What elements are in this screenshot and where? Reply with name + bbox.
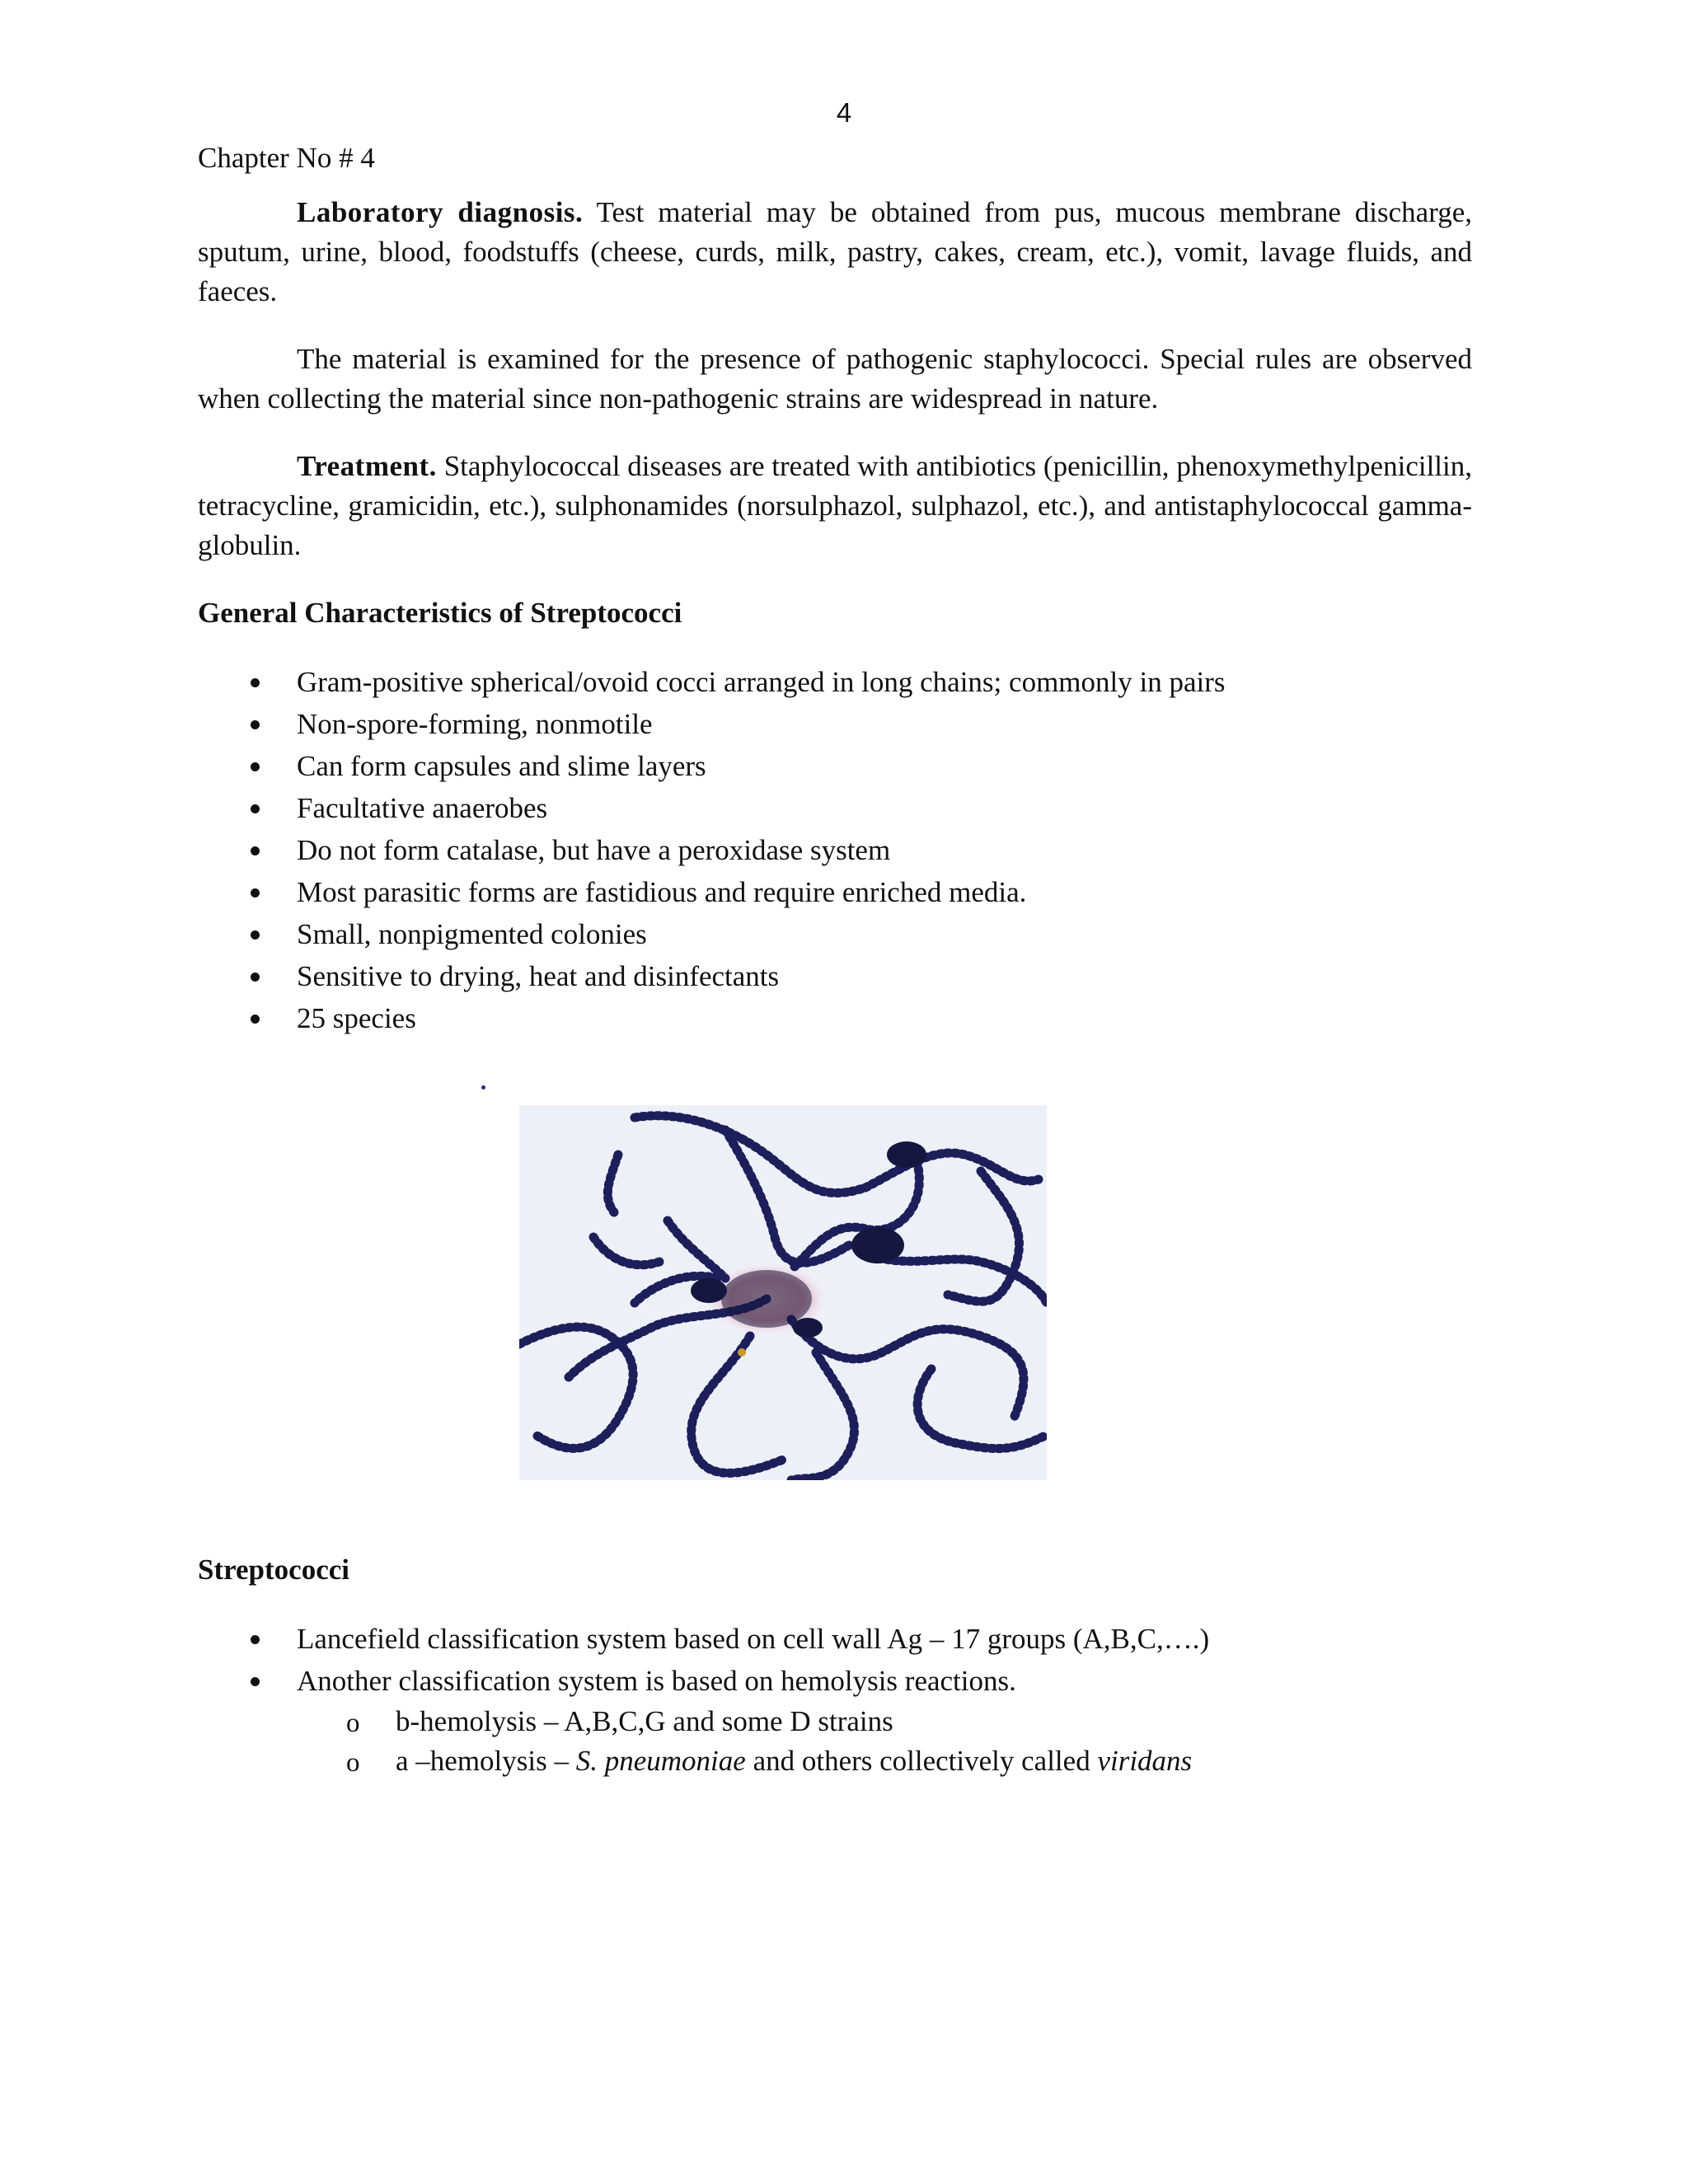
bullet-icon [251, 1635, 260, 1644]
micrograph-drawing [519, 1105, 1047, 1480]
sub-bullet-icon: o [346, 1708, 360, 1738]
lab-diagnosis-text: Test material may be obtained from pus, mucous membrane discharge, sputum, urine, blood, foodstuffs (cheese, curds, milk, pastry, cakes, cream, etc.), vomit, lavage fluids, and faeces. [198, 196, 1472, 307]
bullet-icon [251, 846, 260, 855]
page-number: 4 [836, 97, 852, 128]
streptococci-micrograph [519, 1105, 1047, 1480]
bullet-icon [251, 1015, 260, 1024]
treatment-label: Treatment. [297, 450, 437, 482]
material-paragraph: The material is examined for the presence of pathogenic staphylococci. Special rules are observed when collecting the material since non-pathogenic strains are widespread in nature. [198, 343, 1472, 415]
list-item: Most parasitic forms are fastidious and require enriched media. [198, 871, 1472, 913]
treatment-paragraph [198, 447, 1472, 565]
treatment-text: Staphylococcal diseases are treated with antibiotics (penicillin, phenoxymethylpenicillin, tetracycline, gramicidin, etc.), sulphonamides (norsulphazol, sulphazol, etc.), and antistaphylococcal gamma-globulin. [198, 450, 1472, 561]
group-name: viridans [1097, 1745, 1193, 1777]
stray-mark [481, 1085, 485, 1090]
streptococci-heading: Streptococci [198, 1554, 350, 1586]
bullet-icon [251, 930, 260, 940]
list-item: Lancefield classification system based on cell wall Ag – 17 groups (A,B,C,….) [198, 1618, 1472, 1660]
list-item: Small, nonpigmented colonies [198, 913, 1472, 955]
bullet-icon [251, 804, 260, 813]
sub-bullet-icon: o [346, 1748, 360, 1778]
streptococci-list [198, 1618, 1472, 1702]
list-item: Sensitive to drying, heat and disinfectants [198, 955, 1472, 997]
list-item: Do not form catalase, but have a peroxidase system [198, 829, 1472, 871]
list-item [198, 1702, 1472, 1741]
characteristics-list [198, 661, 1472, 1039]
list-item: Non-spore-forming, nonmotile [198, 703, 1472, 745]
lab-diagnosis-label: Laboratory diagnosis. [297, 196, 584, 228]
bullet-icon [251, 888, 260, 898]
list-item: Can form capsules and slime layers [198, 745, 1472, 787]
bullet-icon [251, 1677, 260, 1686]
list-item: Another classification system is based on hemolysis reactions. [198, 1660, 1472, 1702]
bullet-icon [251, 762, 260, 771]
hemolysis-sublist [198, 1702, 1472, 1781]
list-item: Facultative anaerobes [198, 787, 1472, 829]
figure-container [198, 1072, 1472, 1534]
beta-hemolysis-text: b-hemolysis – A,B,C,G and some D strains [396, 1705, 893, 1737]
list-item: o a –hemolysis – S. pneumoniae and others collectively called viridans [198, 1741, 1472, 1781]
lab-diagnosis-paragraph [198, 193, 1472, 312]
document-body [198, 134, 1472, 1781]
list-item: Gram-positive spherical/ovoid cocci arranged in long chains; commonly in pairs [198, 661, 1472, 703]
bullet-icon [251, 972, 260, 982]
bullet-icon [251, 678, 260, 687]
bullet-icon [251, 720, 260, 729]
general-characteristics-heading: General Characteristics of Streptococci [198, 597, 682, 629]
species-name: S. pneumoniae [575, 1745, 746, 1777]
chapter-label: Chapter No # 4 [198, 142, 375, 174]
list-item: 25 species [198, 997, 1472, 1039]
